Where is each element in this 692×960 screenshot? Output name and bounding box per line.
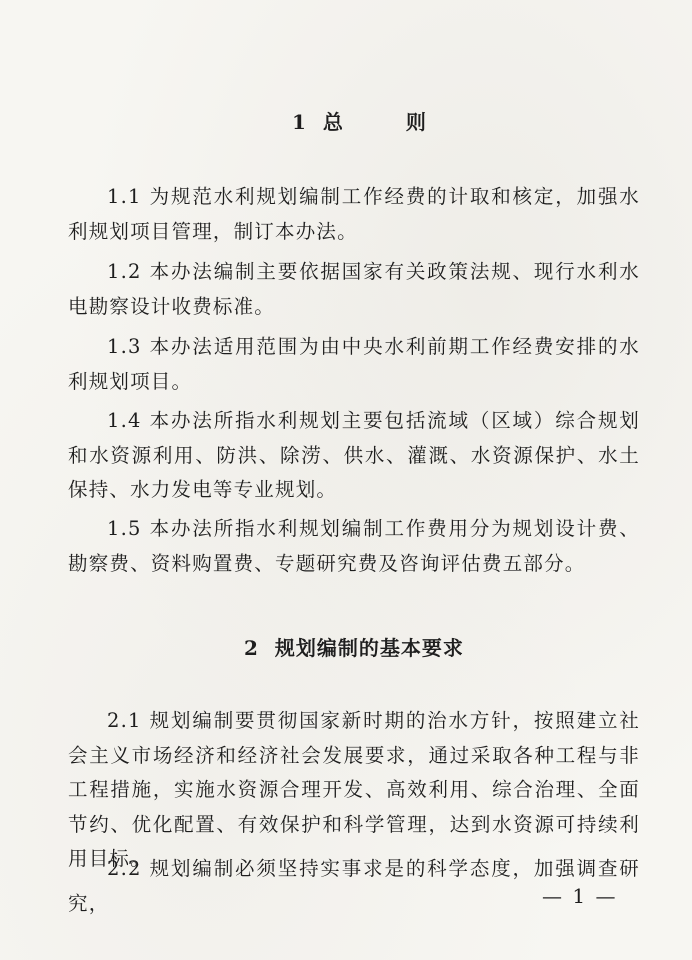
paragraph-1-2: 1.2 本办法编制主要依据国家有关政策法规、现行水利水电勘察设计收费标准。 [68, 260, 640, 318]
paragraph-1-4: 1.4 本办法所指水利规划主要包括流域（区域）综合规划和水资源利用、防洪、除涝、供水、灌溉、水资源保护、水土保持、水力发电等专业规划。 [68, 409, 640, 501]
paragraph-2-1: 2.1 规划编制要贯彻国家新时期的治水方针，按照建立社会主义市场经济和经济社会发展要求，通过采取各种工程与非工程措施，实施水资源合理开发、高效利用、综合治理、全面节约、优化配置、有效保护和科学管理，达到水资源可持续利用目标。 [68, 709, 640, 870]
paragraph-1-5: 1.5 本办法所指水利规划编制工作费用分为规划设计费、勘察费、资料购置费、专题研究费及咨询评估费五部分。 [68, 517, 640, 575]
section-2-heading [244, 632, 464, 661]
paragraph-1-1: 1.1 为规范水利规划编制工作经费的计取和核定，加强水利规划项目管理，制订本办法。 [68, 185, 640, 243]
section-1-heading [292, 106, 454, 135]
section-2-number: 2 [244, 636, 259, 660]
paragraph-1-3: 1.3 本办法适用范围为由中央水利前期工作经费安排的水利规划项目。 [68, 335, 640, 393]
paragraph-2-2: 2.2 规划编制必须坚持实事求是的科学态度，加强调查研究， [68, 857, 640, 915]
section-1-number: 1 [292, 110, 307, 134]
page-number: — 1 — [542, 884, 618, 908]
section-2-title: 规划编制的基本要求 [274, 636, 464, 660]
section-1-title: 总 则 [322, 110, 454, 134]
